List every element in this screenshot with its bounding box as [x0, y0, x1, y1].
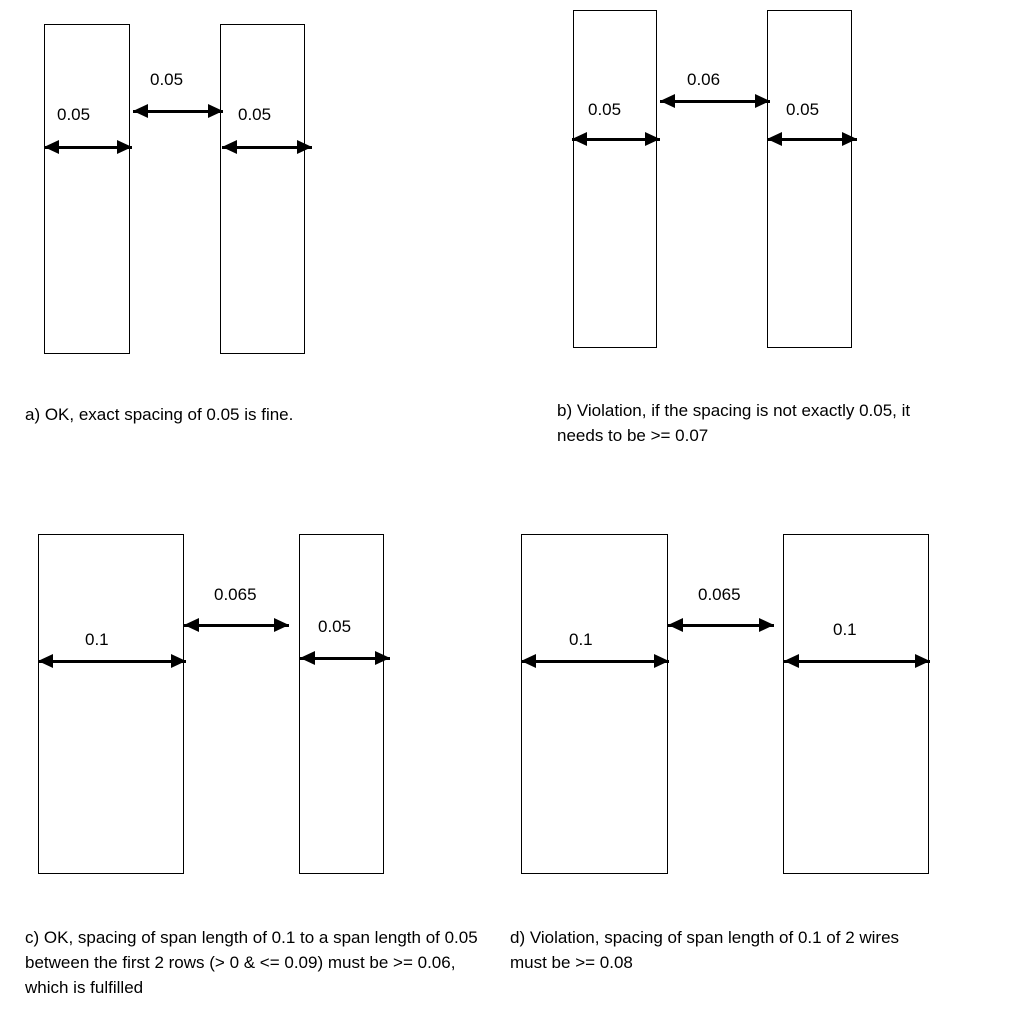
dimension-line — [521, 660, 669, 663]
panel-b-caption: b) Violation, if the spacing is not exactly 0.05, it needs to be >= 0.07 — [557, 401, 911, 445]
dimension-line — [660, 100, 770, 103]
dimension-line — [784, 660, 930, 663]
panel-b-gap-label: 0.06 — [687, 70, 721, 89]
panel-b-right-bar — [767, 10, 852, 348]
panel-d-gap-label: 0.065 — [698, 585, 741, 604]
panel-b-right-width-label: 0.05 — [786, 100, 820, 119]
panel-b-left-bar — [573, 10, 657, 348]
arrowhead-right-icon — [759, 618, 774, 632]
panel-c-right-bar — [299, 534, 384, 874]
panel-d-right-bar — [783, 534, 929, 874]
panel-c-right-width-label: 0.05 — [318, 617, 352, 636]
panel-a-right-bar — [220, 24, 305, 354]
panel-d-left-width-label: 0.1 — [569, 630, 593, 649]
arrowhead-left-icon — [784, 654, 799, 668]
arrowhead-right-icon — [915, 654, 930, 668]
panel-c-gap-label: 0.065 — [214, 585, 257, 604]
arrowhead-left-icon — [38, 654, 53, 668]
arrowhead-left-icon — [660, 94, 675, 108]
arrowhead-left-icon — [572, 132, 587, 146]
arrowhead-left-icon — [521, 654, 536, 668]
panel-a-left-width-label: 0.05 — [57, 105, 91, 124]
dimension-line — [38, 660, 186, 663]
arrowhead-left-icon — [133, 104, 148, 118]
panel-c-left-width-label: 0.1 — [85, 630, 109, 649]
arrowhead-right-icon — [375, 651, 390, 665]
panel-a-gap-label: 0.05 — [150, 70, 184, 89]
arrowhead-right-icon — [171, 654, 186, 668]
arrowhead-right-icon — [842, 132, 857, 146]
panel-c-caption: c) OK, spacing of span length of 0.1 to a span length of 0.05 between the first 2 rows (> 0 & <= 0.09) must be >= 0.06, which is fulfilled — [25, 928, 478, 997]
arrowhead-left-icon — [44, 140, 59, 154]
arrowhead-left-icon — [668, 618, 683, 632]
panel-a-right-width-label: 0.05 — [238, 105, 272, 124]
panel-a-caption: a) OK, exact spacing of 0.05 is fine. — [25, 405, 294, 424]
panel-c-left-bar — [38, 534, 184, 874]
arrowhead-left-icon — [767, 132, 782, 146]
panel-a-left-bar — [44, 24, 130, 354]
arrowhead-right-icon — [297, 140, 312, 154]
arrowhead-left-icon — [300, 651, 315, 665]
panel-d-left-bar — [521, 534, 668, 874]
arrowhead-left-icon — [184, 618, 199, 632]
panel-b-left-width-label: 0.05 — [588, 100, 622, 119]
arrowhead-right-icon — [755, 94, 770, 108]
arrowhead-right-icon — [117, 140, 132, 154]
arrowhead-right-icon — [274, 618, 289, 632]
arrowhead-right-icon — [654, 654, 669, 668]
panel-d-right-width-label: 0.1 — [833, 620, 857, 639]
arrowhead-right-icon — [645, 132, 660, 146]
panel-d-caption: d) Violation, spacing of span length of 0.1 of 2 wires must be >= 0.08 — [510, 928, 900, 972]
arrowhead-right-icon — [208, 104, 223, 118]
arrowhead-left-icon — [222, 140, 237, 154]
